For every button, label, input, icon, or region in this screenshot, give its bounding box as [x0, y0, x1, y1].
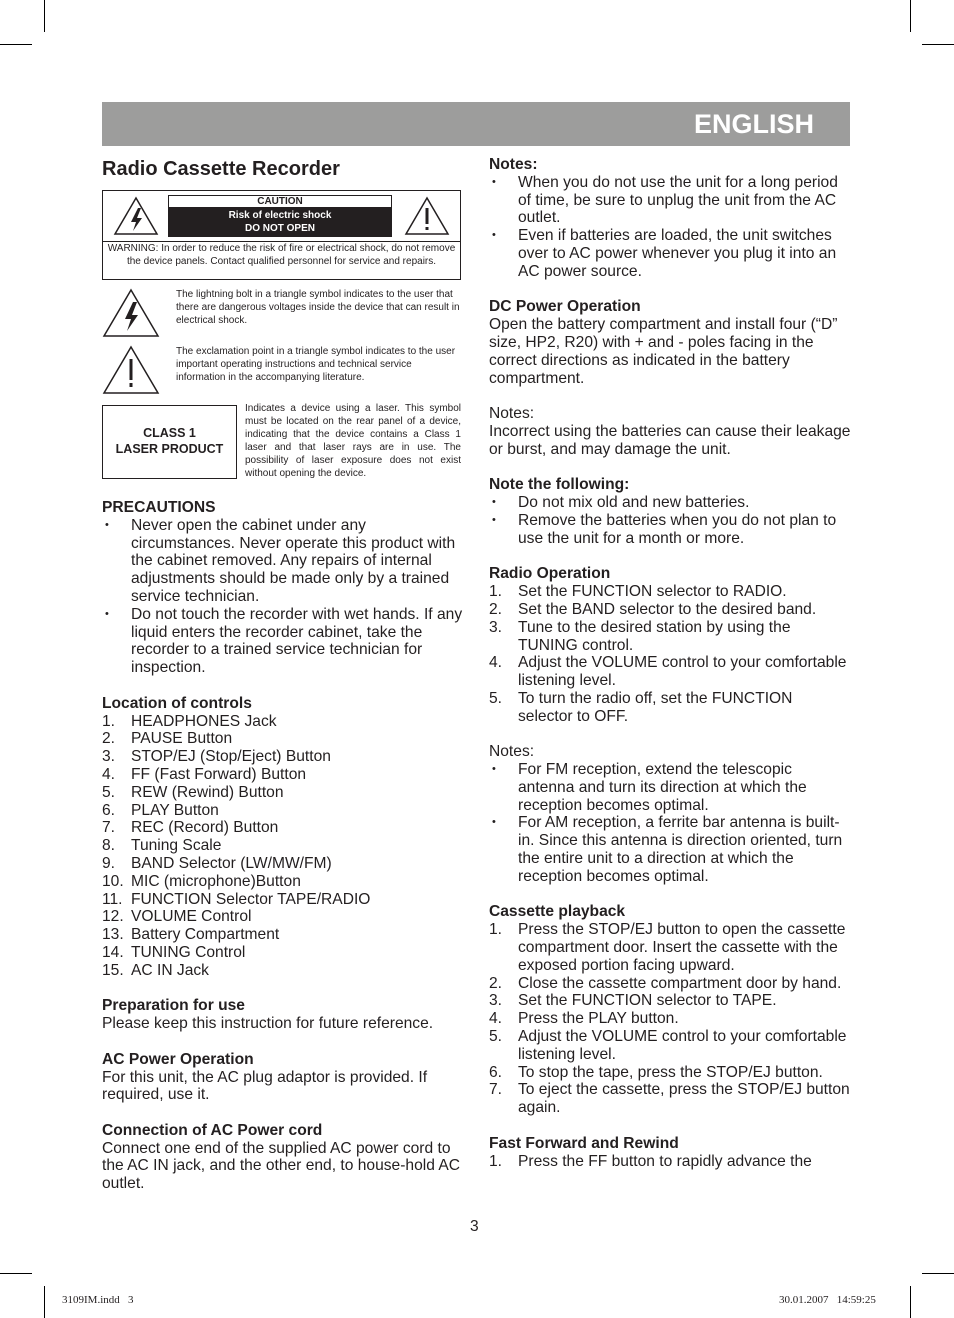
- lightning-triangle-icon: [113, 196, 159, 236]
- list-item: 9. BAND Selector (LW/MW/FM): [102, 854, 332, 872]
- right-column: [489, 156, 851, 1170]
- list-item: 3. Set the FUNCTION selector to TAPE.: [489, 992, 777, 1010]
- dc-power-text: Open the battery compartment and install four (“D” size, HP2, R20) with + and - poles facing in the correct directions as indicated in the battery compartment.: [489, 316, 838, 387]
- list-item: 2. Set the BAND selector to the desired band.: [489, 600, 817, 618]
- list-item: 10. MIC (microphone)Button: [102, 872, 301, 890]
- crop-mark: [44, 0, 45, 32]
- list-item: • Do not mix old and new batteries.: [489, 494, 851, 512]
- list-item: 1. Set the FUNCTION selector to RADIO.: [489, 583, 787, 601]
- laser-label-line-1: CLASS 1: [143, 426, 196, 440]
- lightning-symbol-row: [102, 288, 464, 340]
- list-item: 5. REW (Rewind) Button: [102, 783, 284, 801]
- page-title: Radio Cassette Recorder: [102, 158, 340, 180]
- risk-line-2: DO NOT OPEN: [244, 223, 315, 234]
- list-item: 7. To eject the cassette, press the STOP/EJ button again.: [489, 1081, 850, 1117]
- prep-heading: Preparation for use: [102, 997, 245, 1015]
- laser-row: [102, 402, 464, 482]
- footer-file: 3109IM.indd 3: [62, 1294, 134, 1306]
- exclamation-triangle-icon: [404, 196, 450, 236]
- list-item: 8. Tuning Scale: [102, 837, 222, 855]
- caution-warning-text: WARNING: In order to reduce the risk of fire or electrical shock, do not remove the device panels. Contact qualified personnel for service and repairs.: [107, 243, 456, 267]
- exclamation-description: The exclamation point in a triangle symbol indicates to the user important operating instructions and technical service information in the accompanying literature.: [176, 346, 456, 383]
- dc-power-heading: DC Power Operation: [489, 298, 641, 316]
- caution-text: CAUTION: [168, 195, 392, 208]
- list-item: 6. PLAY Button: [102, 801, 219, 819]
- list-item: 1. Press the STOP/EJ button to open the cassette compartment door. Insert the cassette with the exposed portion facing upward.: [489, 921, 846, 974]
- caution-label: [168, 195, 392, 237]
- list-item: • For FM reception, extend the telescopic antenna and turn its direction at which the reception becomes optimal.: [489, 761, 851, 814]
- ac-cord-text: Connect one end of the supplied AC power cord to the AC IN jack, and the other end, to house-hold AC outlet.: [102, 1139, 461, 1193]
- prep-text: Please keep this instruction for future reference.: [102, 1015, 434, 1033]
- list-item: 7. REC (Record) Button: [102, 819, 279, 837]
- list-item: 4. FF (Fast Forward) Button: [102, 765, 307, 783]
- header-bar: [102, 102, 850, 146]
- crop-mark: [0, 1273, 32, 1274]
- ac-power-heading: AC Power Operation: [102, 1050, 254, 1068]
- list-item: 12. VOLUME Control: [102, 908, 252, 926]
- list-item: 5. Adjust the VOLUME control to your comfortable listening level.: [489, 1028, 847, 1063]
- list-item: 5. To turn the radio off, set the FUNCTION selector to OFF.: [489, 689, 793, 725]
- page-number: 3: [470, 1218, 479, 1235]
- list-item: • Never open the cabinet under any circumstances. Never operate this product with the cabinet removed. Any repairs of internal adjustments should be made only by a trained service technician.: [102, 517, 464, 606]
- exclamation-triangle-icon: [102, 345, 160, 395]
- list-item: 2. PAUSE Button: [102, 730, 233, 748]
- list-item: • When you do not use the unit for a long period of time, be sure to unplug the unit from the AC outlet.: [489, 174, 851, 227]
- list-item: 14. TUNING Control: [102, 943, 246, 961]
- crop-mark: [0, 44, 32, 45]
- list-item: 1. HEADPHONES Jack: [102, 712, 277, 730]
- list-item: 2. Close the cassette compartment door by hand.: [489, 974, 842, 992]
- crop-mark: [910, 0, 911, 32]
- crop-mark: [910, 1286, 911, 1318]
- controls-list: [102, 713, 464, 980]
- list-item: 11. FUNCTION Selector TAPE/RADIO: [102, 890, 371, 908]
- list-item: 3. STOP/EJ (Stop/Eject) Button: [102, 748, 331, 766]
- cassette-heading: Cassette playback: [489, 903, 626, 921]
- notes-heading: Notes:: [489, 156, 538, 173]
- laser-label-line-2: LASER PRODUCT: [115, 442, 224, 456]
- ac-power-text: For this unit, the AC plug adaptor is provided. If required, use it.: [102, 1068, 428, 1104]
- radio-steps: [489, 583, 851, 725]
- list-item: 1. Press the FF button to rapidly advance the: [489, 1152, 812, 1170]
- language-title: ENGLISH: [693, 109, 814, 139]
- list-item: 15. AC IN Jack: [102, 961, 209, 979]
- notes-label: Notes:: [489, 405, 535, 423]
- caution-box: [102, 190, 461, 280]
- note-following-heading: Note the following:: [489, 476, 630, 494]
- lightning-triangle-icon: [102, 288, 160, 338]
- ff-rew-steps: [489, 1153, 851, 1171]
- ff-rew-heading: Fast Forward and Rewind: [489, 1134, 679, 1152]
- note-following-list: [489, 494, 851, 547]
- lightning-description: The lightning bolt in a triangle symbol indicates to the user that there are dangerous voltages inside the device that can result in electrical shock.: [176, 289, 460, 326]
- crop-mark: [922, 44, 954, 45]
- notes-text: Incorrect using the batteries can cause their leakage or burst, and may damage the unit.: [489, 422, 851, 458]
- list-item: 6. To stop the tape, press the STOP/EJ button.: [489, 1063, 823, 1081]
- list-item: 4. Adjust the VOLUME control to your comfortable listening level.: [489, 654, 847, 690]
- risk-line-1: Risk of electric shock: [228, 210, 332, 221]
- radio-heading: Radio Operation: [489, 565, 611, 583]
- cassette-steps: [489, 921, 851, 1117]
- left-column: [102, 156, 464, 1193]
- list-item: 3. Tune to the desired station by using the TUNING control.: [489, 618, 791, 654]
- notes-list: [489, 174, 851, 281]
- caution-header: [103, 191, 460, 242]
- notes-list: [489, 761, 851, 886]
- list-item: • Remove the batteries when you do not plan to use the unit for a month or more.: [489, 512, 851, 548]
- crop-mark: [44, 1286, 45, 1318]
- list-item: • Do not touch the recorder with wet hands. If any liquid enters the recorder cabinet, take the recorder to a trained service technician for inspection.: [102, 606, 464, 677]
- list-item: • For AM reception, a ferrite bar antenna is built-in. Since this antenna is direction oriented, turn the entire unit to a direction at which the reception becomes optimal.: [489, 814, 851, 885]
- ac-cord-heading: Connection of AC Power cord: [102, 1121, 323, 1139]
- precautions-list: [102, 517, 464, 677]
- list-item: 13. Battery Compartment: [102, 926, 280, 944]
- list-item: 4. Press the PLAY button.: [489, 1010, 679, 1028]
- exclamation-symbol-row: [102, 345, 464, 397]
- risk-warning: [168, 208, 392, 237]
- laser-product-label: [102, 405, 237, 479]
- footer-timestamp: 30.01.2007 14:59:25: [779, 1294, 876, 1306]
- notes-label: Notes:: [489, 743, 535, 761]
- controls-heading: Location of controls: [102, 694, 252, 712]
- crop-mark: [922, 1273, 954, 1274]
- list-item: • Even if batteries are loaded, the unit switches over to AC power whenever you plug it into an AC power source.: [489, 227, 851, 280]
- laser-description: Indicates a device using a laser. This symbol must be located on the rear panel of a device, indicating that the device contains a Class 1 laser and that laser rays are in use. The possibility of laser exposure does not exist without opening the device.: [245, 403, 461, 479]
- precautions-heading: PRECAUTIONS: [102, 499, 216, 516]
